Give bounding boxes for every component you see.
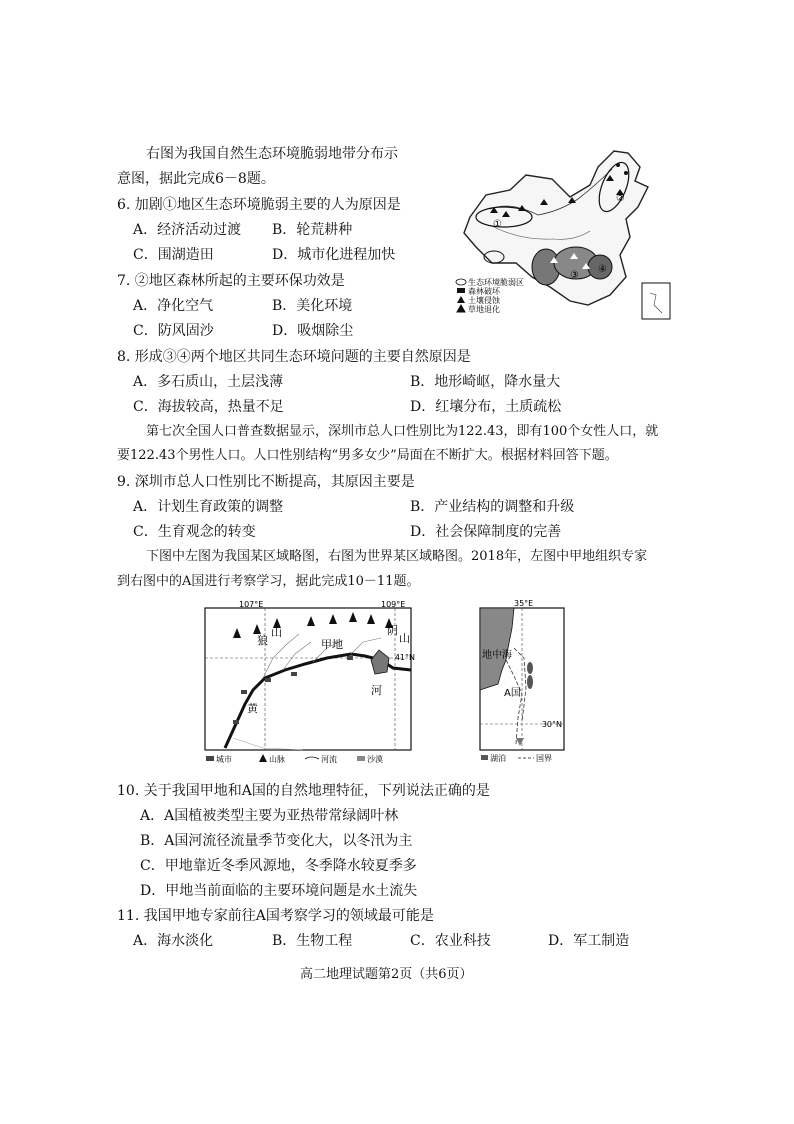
marker-2: ② xyxy=(616,193,625,204)
question-11-option-d: D．军工制造 xyxy=(548,933,630,949)
question-7-stem: 7. ②地区森林所起的主要环保功效是 xyxy=(117,273,345,289)
mountain-char-lang: 狼 xyxy=(257,634,268,647)
mountain-char-shan2: 山 xyxy=(399,632,410,645)
question-8-stem: 8. 形成③④两个地区共同生态环境问题的主要自然原因是 xyxy=(117,349,471,365)
map2-lon-109: 109°E xyxy=(381,600,406,609)
question-6-option-b: B．轮荒耕种 xyxy=(272,222,353,238)
map3-sea-label: 地中海 xyxy=(482,650,512,661)
intro3-line2: 到右图中的A国进行考察学习，据此完成10－11题。 xyxy=(117,574,420,589)
map3-legend-lake: 湖泊 xyxy=(490,754,506,763)
middle-east-map-svg xyxy=(478,598,568,766)
question-8-option-b: B．地形崎岖，降水量大 xyxy=(410,374,561,390)
legend-forest-destroy: 森林破坏 xyxy=(468,287,500,296)
legend-grass-degrade: 草地退化 xyxy=(468,305,500,314)
intro2-line1: 第七次全国人口普查数据显示，深圳市总人口性别比为122.43，即有100个女性人口，就 xyxy=(146,424,659,439)
intro2-line2: 要122.43个男性人口。人口性别结构“男多女少”局面在不断扩大。根据材料回答下题。 xyxy=(117,448,618,463)
map2-legend-river: 河流 xyxy=(321,755,337,764)
map2-legend-desert: 沙漠 xyxy=(367,755,383,764)
question-11-option-b: B．生物工程 xyxy=(272,933,353,949)
marker-4: ④ xyxy=(598,264,607,275)
question-6-option-a: A．经济活动过渡 xyxy=(133,222,242,238)
question-7-option-c: C．防风固沙 xyxy=(133,323,214,339)
question-6-stem: 6. 加剧①地区生态环境脆弱主要的人为原因是 xyxy=(117,197,401,213)
question-8-option-d: D．红壤分布，土质疏松 xyxy=(410,399,562,415)
question-10-stem: 10. 关于我国甲地和A国的自然地理特征，下列说法正确的是 xyxy=(117,783,490,799)
question-11-option-a: A．海水淡化 xyxy=(133,933,214,949)
hetao-region-map xyxy=(203,598,415,766)
map2-lat-41: 41°N xyxy=(394,653,415,662)
question-7-option-a: A．净化空气 xyxy=(133,298,214,314)
intro-text-line1: 右图为我国自然生态环境脆弱地带分布示 xyxy=(146,146,398,162)
intro3-line1: 下图中左图为我国某区域略图，右图为世界某区域略图。2018年，左图中甲地组织专家 xyxy=(146,549,648,564)
map3-lat-30: 30°N xyxy=(541,720,562,729)
question-7-option-d: D．吸烟除尘 xyxy=(272,323,354,339)
question-9-option-c: C．生育观念的转变 xyxy=(133,524,256,540)
map3-lon-35: 35°E xyxy=(514,599,534,608)
question-9-option-a: A．计划生育政策的调整 xyxy=(133,499,284,515)
china-map-svg xyxy=(450,145,680,325)
map2-legend-mountain: 山脉 xyxy=(269,755,285,764)
question-8-option-c: C．海拔较高，热量不足 xyxy=(133,399,284,415)
hetao-map-svg xyxy=(203,598,415,766)
question-10-option-a: A．A国植被类型主要为亚热带常绿阔叶林 xyxy=(140,808,399,824)
legend-soil-erosion: 土壤侵蚀 xyxy=(468,296,500,305)
map3-legend-border: 国界 xyxy=(536,754,552,763)
marker-1: ① xyxy=(493,219,502,230)
question-10-option-c: C．甲地靠近冬季风源地，冬季降水较夏季多 xyxy=(140,858,417,874)
question-9-stem: 9. 深圳市总人口性别比不断提高，其原因主要是 xyxy=(117,474,415,490)
question-6-option-d: D．城市化进程加快 xyxy=(272,247,396,263)
mountain-char-yin: 阴 xyxy=(387,624,398,637)
question-10-option-b: B．A国河流径流量季节变化大，以冬汛为主 xyxy=(140,833,413,849)
question-10-option-d: D．甲地当前面临的主要环境问题是水土流失 xyxy=(140,883,418,899)
legend-eco-fragile: 生态环境脆弱区 xyxy=(468,278,524,287)
page-footer: 高二地理试题第2页（共6页） xyxy=(300,967,473,982)
middle-east-map xyxy=(478,598,568,766)
question-6-option-c: C．围湖造田 xyxy=(133,247,214,263)
river-char-huang: 黄 xyxy=(247,702,258,715)
mountain-char-shan1: 山 xyxy=(271,626,282,639)
place-jiadi: 甲地 xyxy=(321,638,343,651)
marker-3: ③ xyxy=(570,270,579,281)
china-eco-map xyxy=(450,145,680,325)
intro-text-line2: 意图，据此完成6－8题。 xyxy=(117,171,275,187)
map2-lon-107: 107°E xyxy=(239,600,264,609)
question-9-option-b: B．产业结构的调整和升级 xyxy=(410,499,575,515)
question-11-stem: 11. 我国甲地专家前往A国考察学习的领域最可能是 xyxy=(117,908,434,924)
question-11-option-c: C．农业科技 xyxy=(410,933,491,949)
question-7-option-b: B．美化环境 xyxy=(272,298,353,314)
question-9-option-d: D．社会保障制度的完善 xyxy=(410,524,562,540)
river-char-he: 河 xyxy=(371,684,382,697)
map3-country-a: A国 xyxy=(504,688,521,699)
map2-legend-city: 城市 xyxy=(216,755,232,764)
question-8-option-a: A．多石质山，土层浅薄 xyxy=(133,374,284,390)
